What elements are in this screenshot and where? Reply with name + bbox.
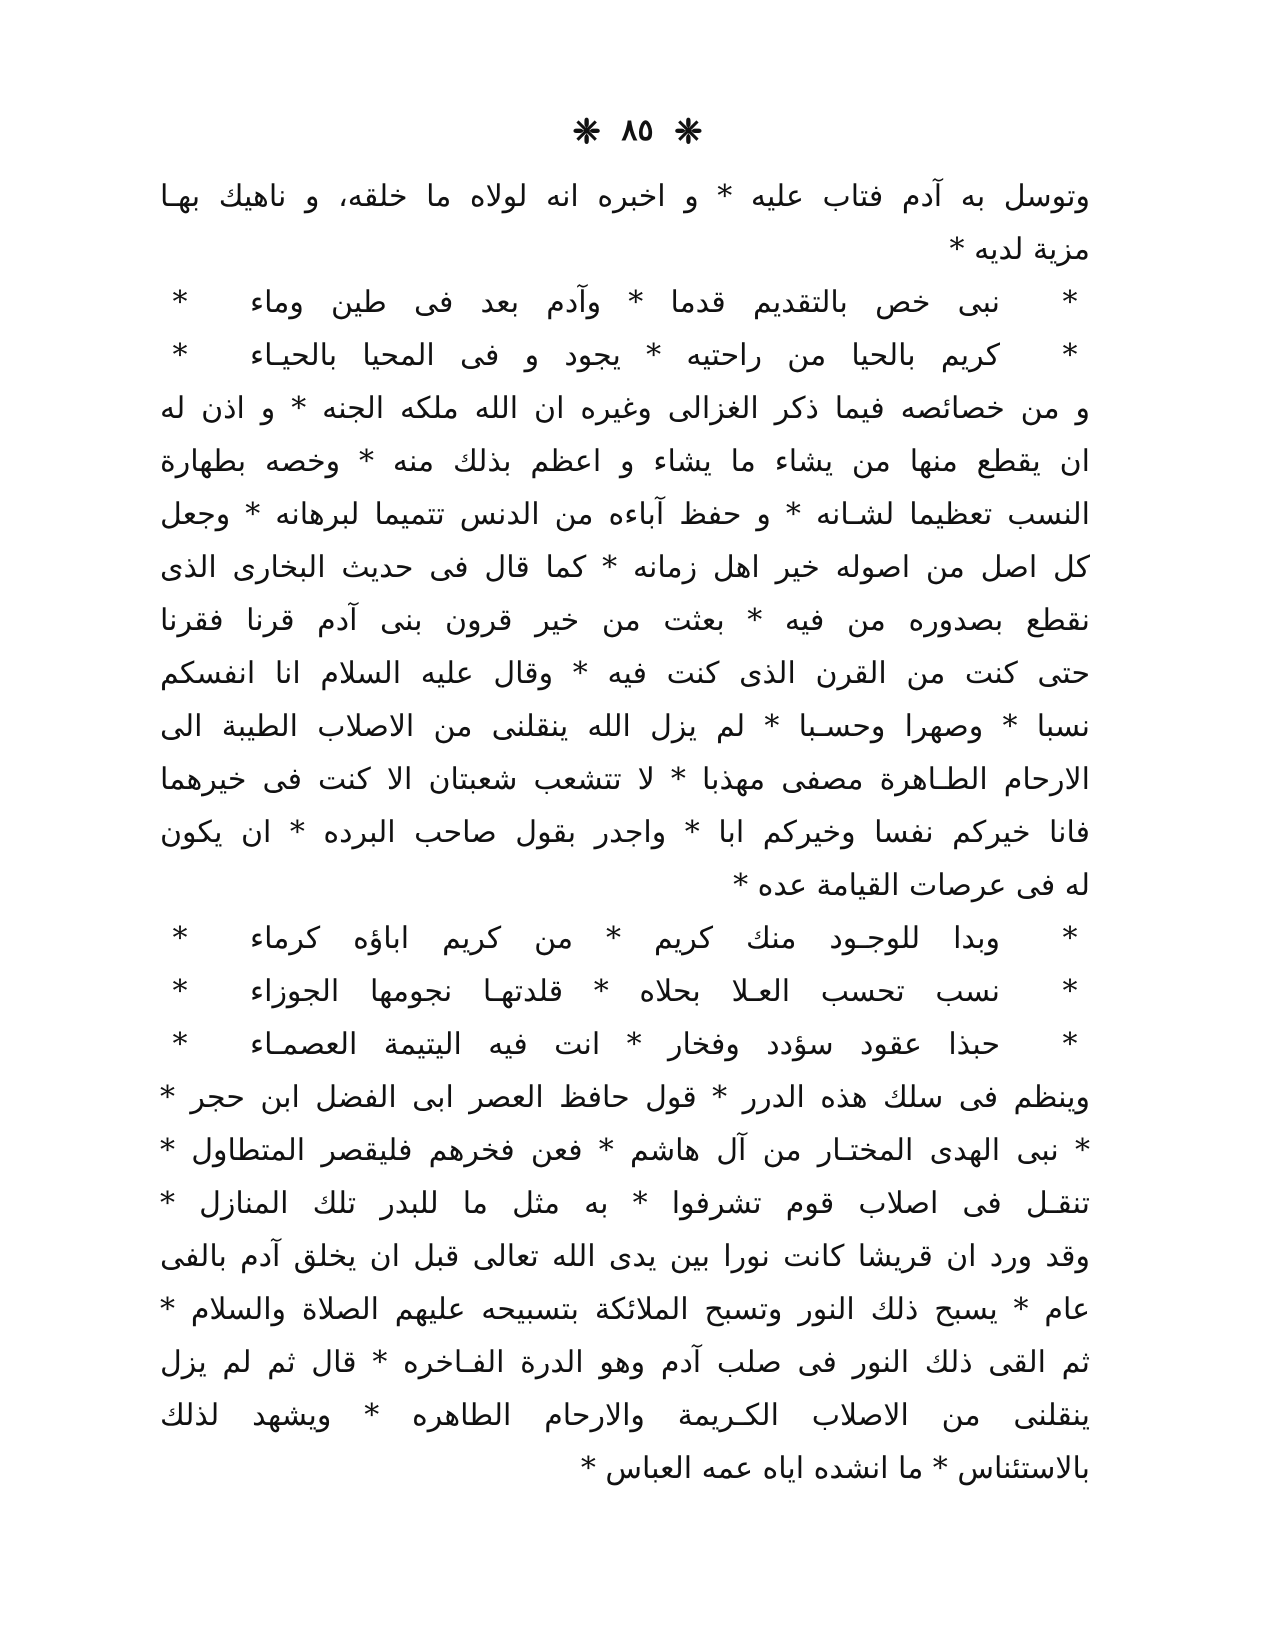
text-line: النسب تعظيما لشـانه * و حفظ آباءه من الدنس تتميما لبرهانه * وجعل	[160, 497, 1090, 532]
verse-text: حبذا عقود سؤدد وفخار * انت فيه اليتيمة العصمـاء	[250, 1027, 1000, 1062]
verse-text: نبى خص بالتقديم قدما * وآدم بعد فى طين وماء	[250, 285, 1000, 320]
page-number: ٨٥	[621, 113, 654, 148]
page-body-text	[160, 170, 1090, 1495]
verse-text: كريم بالحيا من راحتيه * يجود و فى المحيا بالحيـاء	[250, 338, 1000, 373]
text-line: * نبى الهدى المختـار من آل هاشم * فعن فخرهم فليقصر المتطاول *	[160, 1133, 1090, 1168]
verse-star-marker: *	[1062, 338, 1078, 373]
verse-text: نسب تحسب العـلا بحلاه * قلدتهـا نجومها الجوزاء	[250, 974, 1000, 1009]
text-line: كل اصل من اصوله خير اهل زمانه * كما قال فى حديث البخارى الذى	[160, 550, 1090, 585]
ornament-icon: ❈	[572, 112, 601, 152]
text-line: وينظم فى سلك هذه الدرر * قول حافظ العصر ابى الفضل ابن حجر *	[160, 1080, 1090, 1115]
verse-star-marker: *	[1062, 974, 1078, 1009]
text-line: ان يقطع منها من يشاء ما يشاء و اعظم بذلك منه * وخصه بطهارة	[160, 444, 1090, 479]
verse-line	[160, 276, 1090, 329]
text-line: الارحام الطـاهرة مصفى مهذبا * لا تتشعب شعبتان الا كنت فى خيرهما	[160, 762, 1090, 797]
text-line: حتى كنت من القرن الذى كنت فيه * وقال عليه السلام انا انفسكم	[160, 656, 1090, 691]
text-line: تنقـل فى اصلاب قوم تشرفوا * به مثل ما للبدر تلك المنازل *	[160, 1186, 1090, 1221]
verse-line	[160, 1018, 1090, 1071]
verse-star-marker: *	[1062, 285, 1078, 320]
text-line: ثم القى ذلك النور فى صلب آدم وهو الدرة الفـاخره * قال ثم لم يزل	[160, 1345, 1090, 1380]
text-line: ينقلنى من الاصلاب الكـريمة والارحام الطاهره * ويشهد لذلك	[160, 1398, 1090, 1433]
verse-star-marker: *	[172, 338, 188, 373]
text-line: مزية لديه *	[949, 232, 1090, 267]
verse-line	[160, 965, 1090, 1018]
text-line: له فى عرصات القيامة عده *	[733, 868, 1090, 903]
page-header	[0, 112, 1275, 152]
verse-line	[160, 329, 1090, 382]
ornament-icon: ❈	[674, 112, 703, 152]
verse-star-marker: *	[172, 1027, 188, 1062]
verse-star-marker: *	[1062, 921, 1078, 956]
text-line: فانا خيركم نفسا وخيركم ابا * واجدر بقول صاحب البرده * ان يكون	[160, 815, 1090, 850]
text-line: بالاستئناس * ما انشده اياه عمه العباس *	[580, 1451, 1090, 1486]
verse-star-marker: *	[172, 974, 188, 1009]
text-line: نقطع بصدوره من فيه * بعثت من خير قرون بنى آدم قرنا فقرنا	[160, 603, 1090, 638]
verse-star-marker: *	[172, 921, 188, 956]
text-line: وقد ورد ان قريشا كانت نورا بين يدى الله تعالى قبل ان يخلق آدم بالفى	[160, 1239, 1090, 1274]
verse-star-marker: *	[172, 285, 188, 320]
verse-line	[160, 912, 1090, 965]
verse-text: وبدا للوجـود منك كريم * من كريم اباؤه كرماء	[250, 921, 1000, 956]
text-line: و من خصائصه فيما ذكر الغزالى وغيره ان الله ملكه الجنه * و اذن له	[160, 391, 1090, 426]
verse-star-marker: *	[1062, 1027, 1078, 1062]
text-line: نسبا * وصهرا وحسـبا * لم يزل الله ينقلنى من الاصلاب الطيبة الى	[160, 709, 1090, 744]
text-line: عام * يسبح ذلك النور وتسبح الملائكة بتسبيحه عليهم الصلاة والسلام *	[160, 1292, 1090, 1327]
text-line: وتوسل به آدم فتاب عليه * و اخبره انه لولاه ما خلقه، و ناهيك بهـا	[160, 179, 1090, 214]
